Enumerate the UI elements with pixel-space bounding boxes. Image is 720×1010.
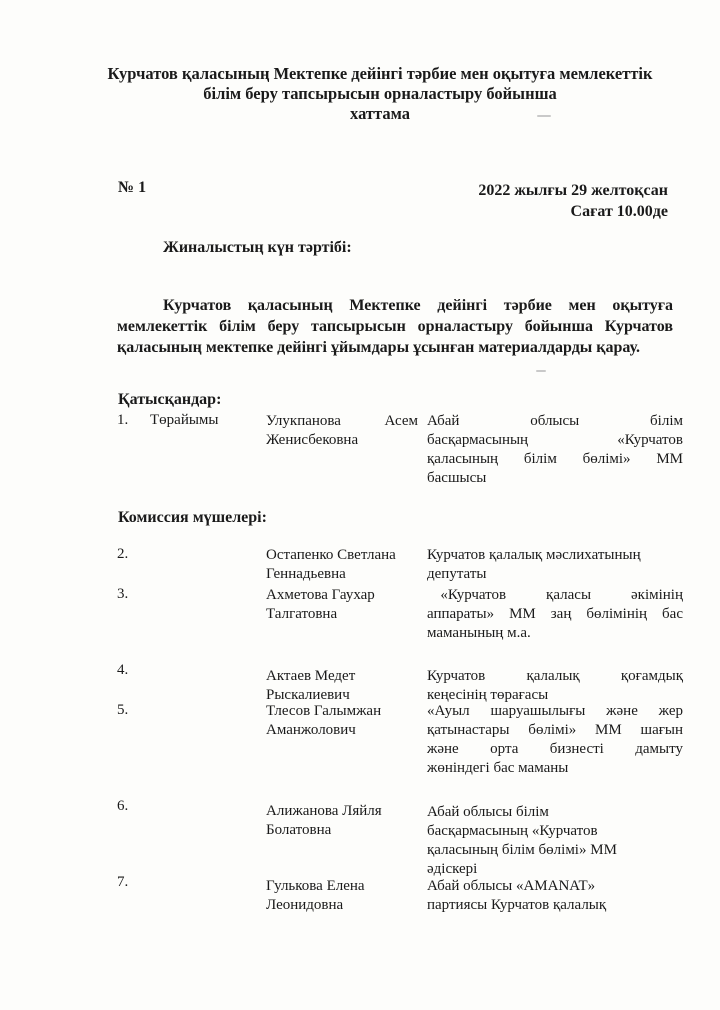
name-line: Тлесов Галымжан [266,703,382,719]
member-name [266,586,418,624]
agenda-line: мемлекеттік білім беру тапсырысын орналастыру бойынша Курчатов [117,318,673,335]
position-line: партиясы Курчатов қалалық [427,897,607,913]
member-position [427,546,683,584]
name-line: Леонидовна [266,897,344,913]
name-line: Актаев Медет [266,668,356,684]
title-line: білім беру тапсырысын орналастыру бойынша [203,84,557,103]
member-position [427,803,683,879]
title-line: хаттама [350,104,410,123]
position-line: Абай облысы «AMANAT» [427,878,596,894]
member-name [266,667,418,705]
name-line: Ахметова Гаухар [266,587,375,603]
position-line: қатынастары бөлімі» ММ шағын [427,722,683,738]
commission-heading: Комиссия мүшелері: [118,509,267,526]
member-position [427,586,683,643]
position-line: кеңесінің төрағасы [427,687,549,703]
row-number: 3. [117,586,129,602]
member-name [266,802,418,840]
position-line: Абай облысы білім [427,413,683,429]
name-line: Алижанова Ляйля [266,803,382,819]
scan-artifact [537,115,551,117]
name-line: Улукпанова Асем [266,413,418,429]
agenda-text [117,295,673,358]
name-line: Талгатовна [266,606,338,622]
member-position [427,702,683,778]
position-line: басшысы [427,470,487,486]
protocol-number: № 1 [118,179,147,196]
row-number: 4. [117,662,129,678]
position-line: басқармасының «Курчатов [427,432,683,448]
position-line: қаласының білім бөлімі» ММ [427,842,617,858]
row-number: 5. [117,702,129,718]
member-position [427,667,683,705]
position-line: жөніндегі бас маманы [427,760,569,776]
row-number: 7. [117,874,129,890]
agenda-line: Курчатов қаласының Мектепке дейінгі тәрбие мен оқытуға [163,297,673,314]
position-line: Курчатов қалалық қоғамдық [427,668,683,684]
position-line: Курчатов қалалық мәслихатының [427,547,641,563]
position-line: басқармасының «Курчатов [427,823,598,839]
name-line: Болатовна [266,822,332,838]
protocol-date: 2022 жылғы 29 желтоқсан [478,182,668,199]
position-line: маманының м.а. [427,625,531,641]
participant-position [427,412,683,488]
member-name [266,877,418,915]
position-line: «Ауыл шаруашылығы және жер [427,703,683,719]
position-line: қаласының білім бөлімі» ММ [427,451,683,467]
name-line: Геннадьевна [266,566,346,582]
position-line: депутаты [427,566,487,582]
name-line: Рыскалиевич [266,687,350,703]
chair-role: Төрайымы [150,412,219,428]
agenda-heading: Жиналыстың күн тәртібі: [163,239,352,256]
position-line: әдіскері [427,861,478,877]
document-title [60,64,700,124]
name-line: Аманжолович [266,722,356,738]
agenda-line: қаласының мектепке дейінгі ұйымдары ұсынған материалдарды қарау. [117,339,640,356]
position-line: аппараты» ММ заң бөлімінің бас [427,606,683,622]
participants-heading: Қатысқандар: [118,391,222,408]
row-number: 1. [117,412,129,428]
position-line: және орта бизнесті дамыту [427,741,683,757]
protocol-time: Сағат 10.00де [570,203,668,220]
name-line: Остапенко Светлана [266,547,396,563]
title-line: Курчатов қаласының Мектепке дейінгі тәрбие мен оқытуға мемлекеттік [107,64,653,83]
participant-name [266,412,418,450]
row-number: 6. [117,798,129,814]
row-number: 2. [117,546,129,562]
member-position [427,877,683,915]
scan-artifact [536,370,546,372]
position-line: Абай облысы білім [427,804,549,820]
position-line: «Курчатов қаласы әкімінің [427,587,683,603]
member-name [266,546,418,584]
member-name [266,702,418,740]
name-line: Женисбековна [266,432,359,448]
name-line: Гулькова Елена [266,878,365,894]
protocol-date-block [478,180,668,222]
